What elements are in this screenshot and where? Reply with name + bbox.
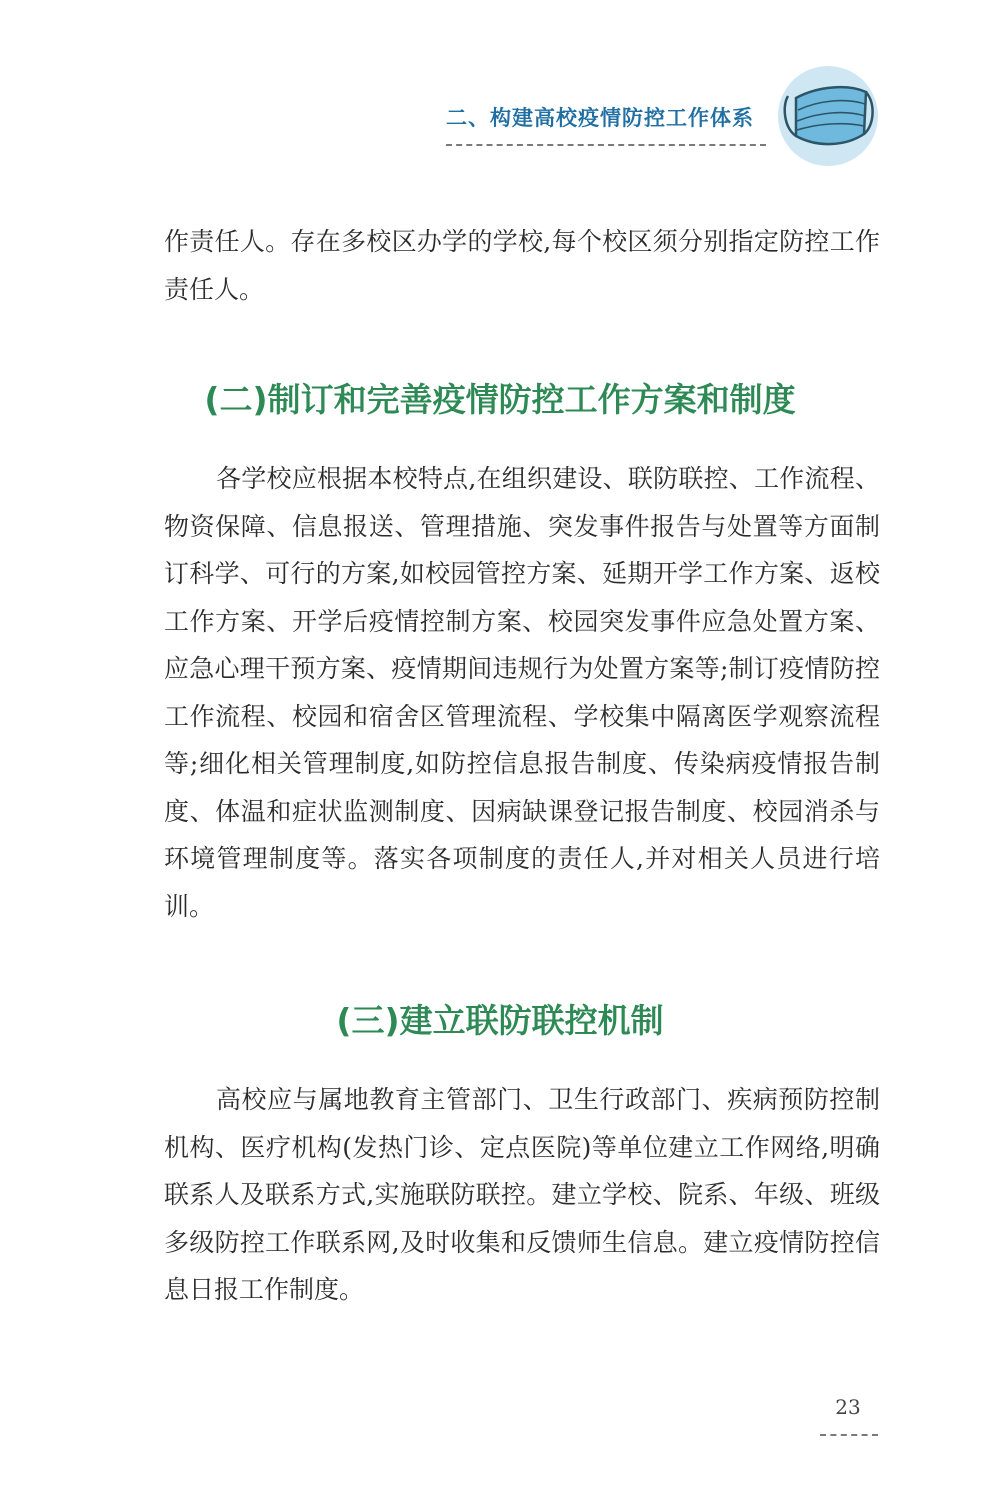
header-divider [446,144,766,146]
section-paragraph-joint-control: 高校应与属地教育主管部门、卫生行政部门、疾病预防控制机构、医疗机构(发热门诊、定点医院)等单位建立工作网络,明确联系人及联系方式,实施联防联控。建立学校、院系、年级、班级多级防控工作联系网,及时收集和反馈师生信息。建立疫情防控信息日报工作制度。 [164,1085,880,1304]
section-heading-establish-plans: (二)制订和完善疫情防控工作方案和制度 [204,380,796,419]
section-heading-joint-control: (三)建立联防联控机制 [336,1001,664,1040]
continued-paragraph: 作责任人。存在多校区办学的学校,每个校区须分别指定防控工作责任人。 [164,227,880,304]
running-header: 二、构建高校疫情防控工作体系 [446,106,754,130]
page-number: 23 [835,1395,861,1419]
face-mask-icon [778,66,878,166]
section-paragraph-establish-plans: 各学校应根据本校特点,在组织建设、联防联控、工作流程、物资保障、信息报送、管理措施、突发事件报告与处置等方面制订科学、可行的方案,如校园管控方案、延期开学工作方案、返校工作方案、开学后疫情控制方案、校园突发事件应急处置方案、应急心理干预方案、疫情期间违规行为处置方案等;制订疫情防控工作流程、校园和宿舍区管理流程、学校集中隔离医学观察流程等;细化相关管理制度,如防控信息报告制度、传染病疫情报告制度、体温和症状监测制度、因病缺课登记报告制度、校园消杀与环境管理制度等。落实各项制度的责任人,并对相关人员进行培训。 [164,464,880,921]
footer-divider [820,1434,878,1436]
